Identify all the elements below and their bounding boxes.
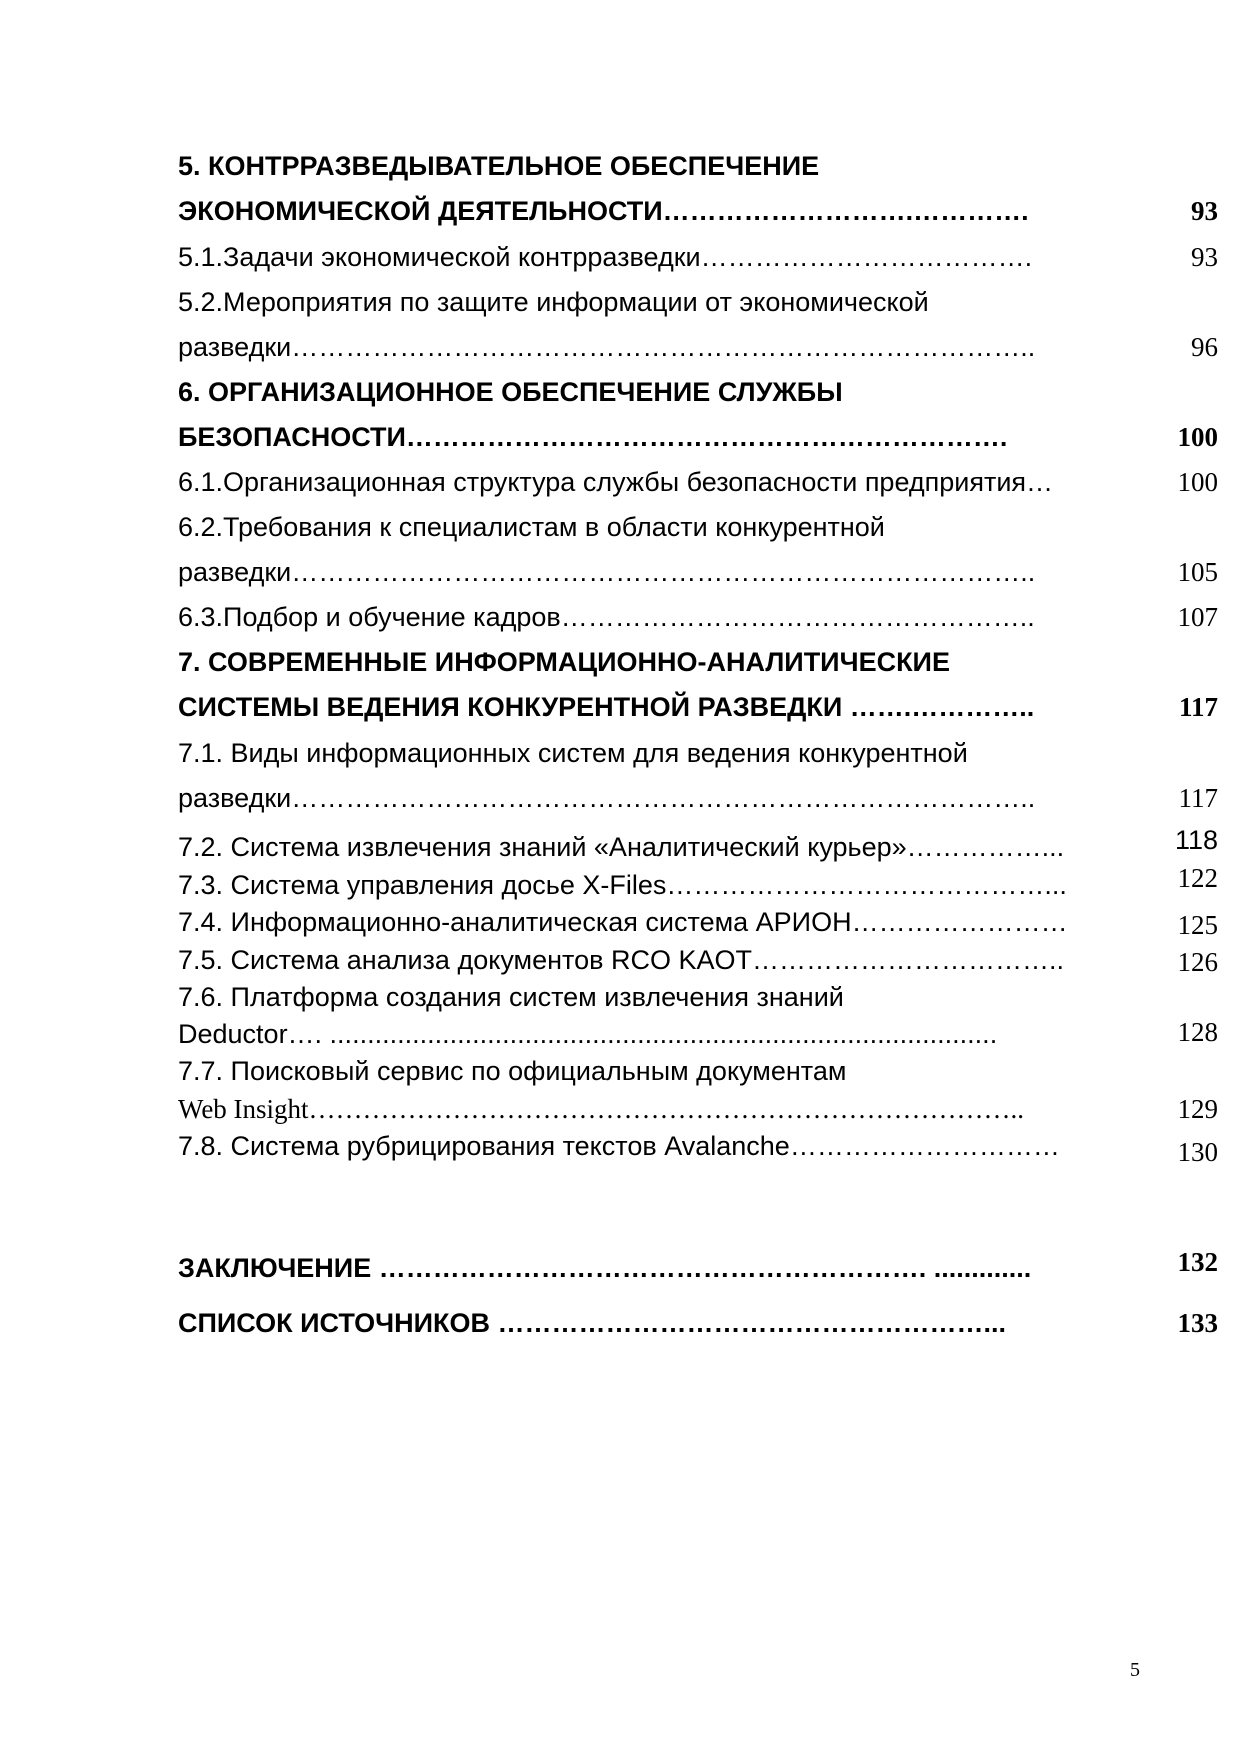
toc-entry-section-7-title — [178, 642, 1218, 682]
toc-entry-text: 7.6. Платформа создания систем извлечения знаний — [178, 982, 844, 1012]
toc-entry-7-2 — [178, 827, 1218, 867]
toc-entry-text: ЭКОНОМИЧЕСКОЙ ДЕЯТЕЛЬНОСТИ……………………….…………. — [178, 196, 1029, 226]
toc-entry-text: 6. ОРГАНИЗАЦИОННОЕ ОБЕСПЕЧЕНИЕ СЛУЖБЫ — [178, 377, 843, 407]
toc-entry-7-7 — [178, 1089, 1218, 1129]
toc-entry-7-7-title — [178, 1051, 1218, 1091]
toc-entry-6-3 — [178, 597, 1218, 637]
toc-entry-page: 105 — [1177, 557, 1218, 587]
toc-entry-page: 100 — [1177, 467, 1218, 497]
toc-entry-text: 7.1. Виды информационных систем для ведения конкурентной — [178, 738, 968, 768]
toc-entry-text: разведки……………………………………………………………………….. — [178, 332, 1036, 362]
toc-entry-text: 7.3. Система управления досье X-Files……………………………………... — [178, 870, 1067, 900]
toc-entry-conclusion — [178, 1248, 1218, 1288]
toc-entry-page: 129 — [1177, 1094, 1218, 1124]
toc-entry-section-6-title — [178, 372, 1218, 412]
toc-entry-text: СИСТЕМЫ ВЕДЕНИЯ КОНКУРЕНТНОЙ РАЗВЕДКИ …….………….. — [178, 692, 1035, 722]
toc-entry-text: 7.5. Система анализа документов RCO KAOT…………………………….. — [178, 945, 1064, 975]
toc-entry-page: 126 — [1177, 947, 1218, 977]
toc-entry-section-5 — [178, 191, 1218, 231]
toc-entry-text: 7.8. Система рубрицирования текстов Avalanche………………………… — [178, 1131, 1060, 1161]
toc-entry-section-6 — [178, 417, 1218, 457]
toc-entry-page: 117 — [1178, 692, 1218, 722]
toc-entry-page: 93 — [1191, 242, 1218, 272]
toc-entry-6-1 — [178, 462, 1218, 502]
toc-entry-text: СПИСОК ИСТОЧНИКОВ ………………………………………………... — [178, 1308, 1007, 1338]
toc-entry-section-5-title — [178, 146, 1218, 186]
toc-entry-5-2 — [178, 327, 1218, 367]
toc-entry-text: 5. КОНТРРАЗВЕДЫВАТЕЛЬНОЕ ОБЕСПЕЧЕНИЕ — [178, 151, 820, 181]
toc-entry-text: 6.2.Требования к специалистам в области конкурентной — [178, 512, 885, 542]
toc-entry-text: Web Insight…………………………………………………………………….. — [178, 1094, 1025, 1124]
toc-entry-page: 96 — [1191, 332, 1218, 362]
toc-entry-5-2-title — [178, 282, 1218, 322]
toc-entry-6-2 — [178, 552, 1218, 592]
toc-entry-text: 6.3.Подбор и обучение кадров…………………………………………….. — [178, 602, 1035, 632]
toc-entry-text: разведки……………………………………………………………………….. — [178, 557, 1036, 587]
toc-entry-page: 132 — [1177, 1247, 1218, 1277]
toc-entry-7-8 — [178, 1126, 1218, 1166]
toc-entry-7-1 — [178, 778, 1218, 818]
toc-entry-text: 7.4. Информационно-аналитическая система АРИОН…………………… — [178, 907, 1068, 937]
page-number: 5 — [1130, 1659, 1140, 1681]
toc-entry-text: ЗАКЛЮЧЕНИЕ ……………………………………………………. ............. — [178, 1253, 1032, 1283]
toc-entry-page: 125 — [1177, 910, 1218, 940]
toc-entry-page: 128 — [1177, 1017, 1218, 1047]
toc-entry-section-7 — [178, 687, 1218, 727]
toc-entry-text: разведки……………………………………………………………………….. — [178, 783, 1036, 813]
toc-entry-5-1 — [178, 237, 1218, 277]
toc-entry-text: 5.1.Задачи экономической контрразведки………………………………. — [178, 242, 1033, 272]
toc-entry-page: 100 — [1177, 422, 1218, 452]
toc-entry-7-6 — [178, 1014, 1218, 1054]
toc-entry-7-4 — [178, 902, 1218, 942]
toc-entry-page: 93 — [1191, 196, 1218, 226]
toc-entry-text: 6.1.Организационная структура службы безопасности предприятия… — [178, 467, 1054, 497]
toc-entry-page: 107 — [1177, 602, 1218, 632]
toc-entry-text: 7.7. Поисковый сервис по официальным документам — [178, 1056, 847, 1086]
toc-entry-7-6-title — [178, 977, 1218, 1017]
toc-entry-7-1-title — [178, 733, 1218, 773]
toc-entry-sources — [178, 1303, 1218, 1343]
toc-entry-page: 130 — [1177, 1137, 1218, 1167]
toc-entry-7-3 — [178, 865, 1218, 905]
toc-entry-text: 7.2. Система извлечения знаний «Аналитический курьер»……………... — [178, 832, 1065, 862]
toc-entry-page: 122 — [1177, 863, 1218, 893]
toc-entry-6-2-title — [178, 507, 1218, 547]
toc-entry-text: 7. СОВРЕМЕННЫЕ ИНФОРМАЦИОННО-АНАЛИТИЧЕСКИЕ — [178, 647, 950, 677]
toc-entry-page: 133 — [1177, 1308, 1218, 1338]
toc-entry-page: 118 — [1174, 825, 1218, 855]
toc-entry-page: 117 — [1178, 783, 1218, 813]
toc-entry-text: 5.2.Мероприятия по защите информации от экономической — [178, 287, 929, 317]
toc-entry-text: БЕЗОПАСНОСТИ…………………………………………………………. — [178, 422, 1008, 452]
toc-entry-7-5 — [178, 940, 1218, 980]
toc-entry-text: Deductor…. ......................................................................................... — [178, 1019, 998, 1049]
